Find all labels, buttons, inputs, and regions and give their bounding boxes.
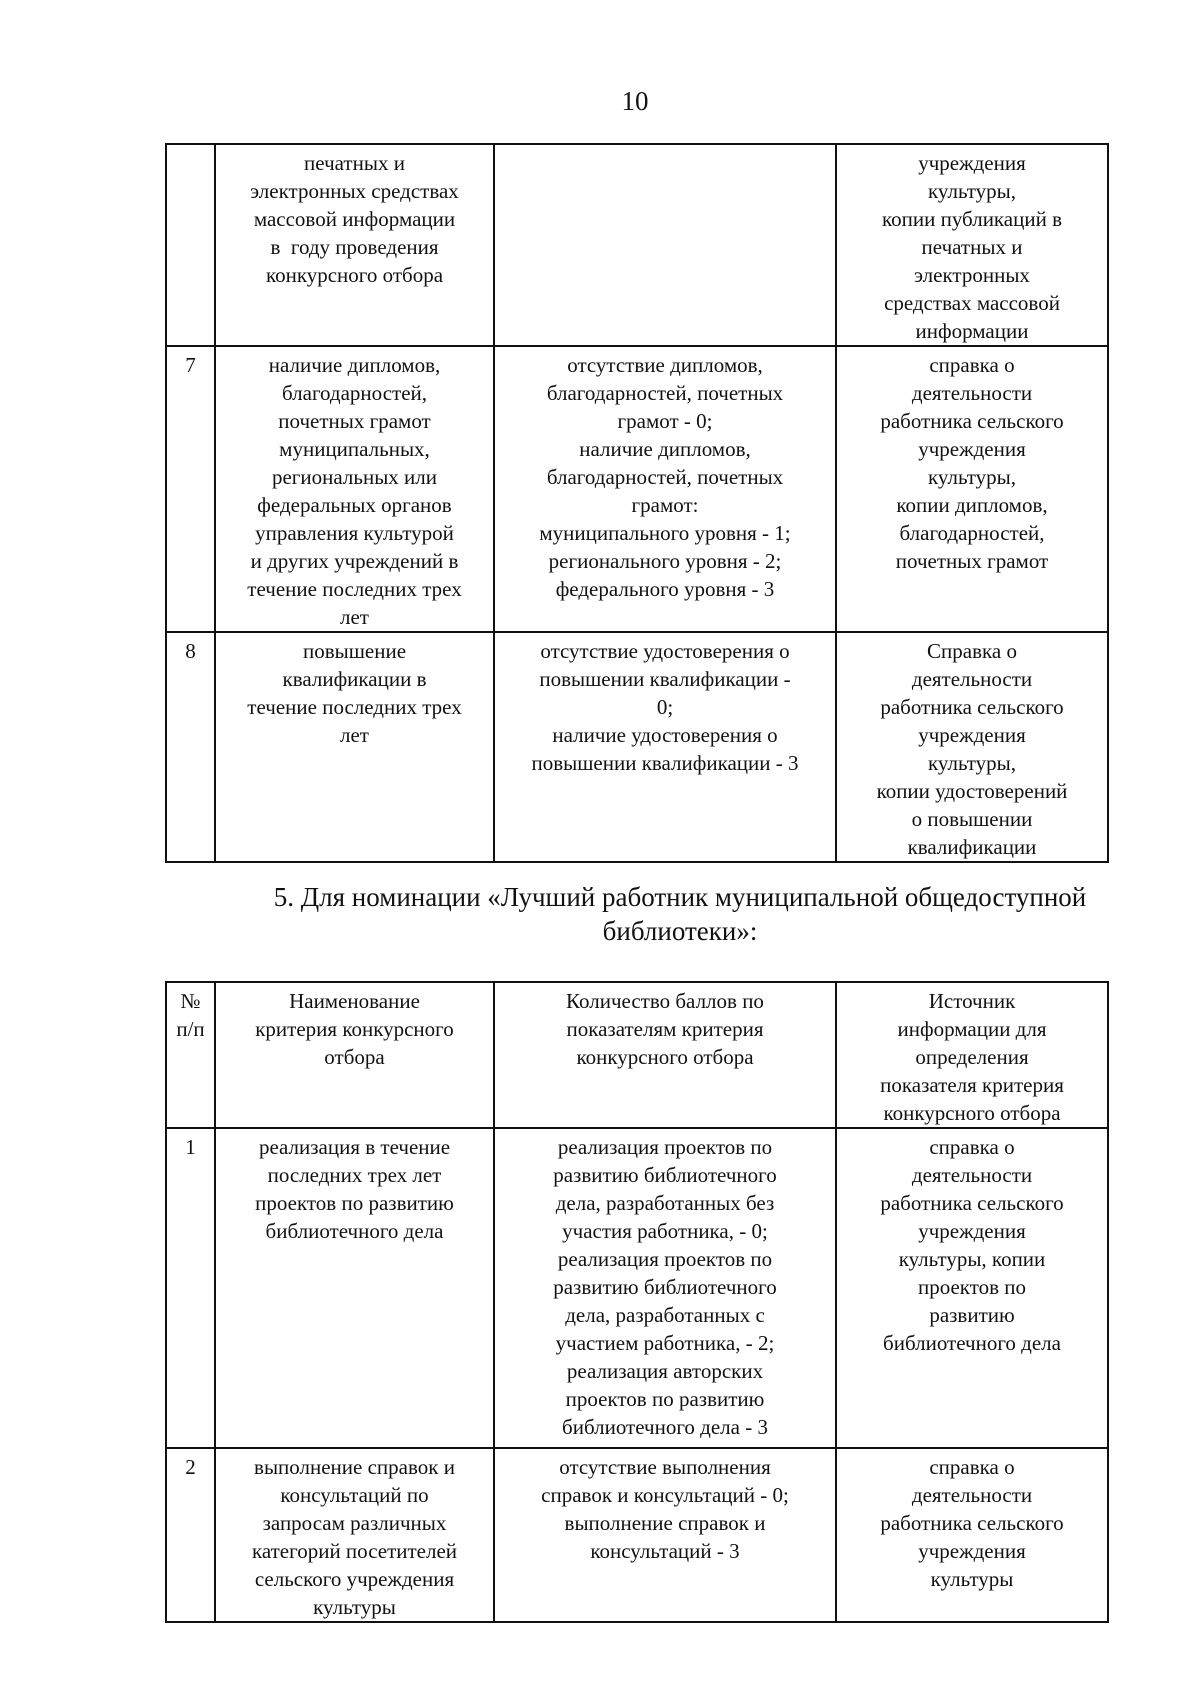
points-line: грамот: bbox=[631, 493, 699, 517]
source-line: работника сельского bbox=[880, 1511, 1064, 1535]
table-row bbox=[166, 1128, 1108, 1448]
header-source bbox=[836, 982, 1108, 1128]
source-line: информации bbox=[915, 319, 1029, 343]
criterion-line: повышение bbox=[302, 639, 407, 663]
source-line: работника сельского bbox=[880, 1191, 1064, 1215]
criterion-line: массовой информации bbox=[253, 207, 456, 231]
header-line: № bbox=[180, 989, 201, 1013]
criterion-line: последних трех лет bbox=[267, 1163, 442, 1187]
source-line: средствах массовой bbox=[884, 291, 1060, 315]
section-heading-line: библиотеки»: bbox=[602, 916, 758, 946]
criterion-line: и других учреждений в bbox=[250, 549, 459, 573]
criterion-line: реализация в течение bbox=[258, 1135, 451, 1159]
points-line: 0; bbox=[656, 695, 674, 719]
criterion-line: печатных и bbox=[304, 151, 405, 175]
points-line: консультаций - 3 bbox=[590, 1539, 740, 1563]
source-line: культуры, bbox=[928, 465, 1016, 489]
criterion-cell bbox=[215, 1128, 494, 1448]
points-line: грамот - 0; bbox=[617, 409, 713, 433]
points-cell bbox=[494, 144, 836, 346]
criterion-line: благодарностей, bbox=[281, 381, 428, 405]
source-cell bbox=[836, 1448, 1108, 1622]
header-line: показателям критерия bbox=[566, 1017, 764, 1041]
points-cell bbox=[494, 1128, 836, 1448]
criterion-cell bbox=[215, 632, 494, 862]
points-line: справок и консультаций - 0; bbox=[541, 1483, 789, 1507]
criterion-cell bbox=[215, 346, 494, 632]
points-line: реализация проектов по bbox=[557, 1135, 773, 1159]
criterion-line: течение последних трех bbox=[247, 577, 462, 601]
section-heading bbox=[220, 880, 1140, 948]
source-cell bbox=[836, 1128, 1108, 1448]
row-number-cell: 2 bbox=[166, 1448, 215, 1622]
source-line: о повышении bbox=[911, 807, 1033, 831]
header-line: конкурсного отбора bbox=[883, 1101, 1061, 1125]
source-line: копии удостоверений bbox=[876, 779, 1068, 803]
source-cell bbox=[836, 346, 1108, 632]
points-line: наличие удостоверения о bbox=[552, 723, 778, 747]
table-header-row bbox=[166, 982, 1108, 1128]
points-line: благодарностей, почетных bbox=[546, 381, 784, 405]
points-line: отсутствие дипломов, bbox=[567, 353, 763, 377]
row-number-cell: 1 bbox=[166, 1128, 215, 1448]
criterion-line: категорий посетителей bbox=[251, 1539, 458, 1563]
source-line: культуры, bbox=[928, 179, 1016, 203]
row-number-cell bbox=[166, 144, 215, 346]
source-line: работника сельского bbox=[880, 695, 1064, 719]
source-line: печатных и bbox=[921, 235, 1023, 259]
criterion-line: федеральных органов bbox=[257, 493, 452, 517]
criterion-line: лет bbox=[340, 723, 369, 747]
criterion-line: конкурсного отбора bbox=[265, 263, 444, 287]
criterion-line: лет bbox=[340, 605, 369, 629]
criterion-line: запросам различных bbox=[262, 1511, 447, 1535]
header-points bbox=[494, 982, 836, 1128]
points-line: реализация авторских bbox=[566, 1359, 764, 1383]
source-line: учреждения bbox=[918, 723, 1026, 747]
source-line: развитию bbox=[929, 1303, 1015, 1327]
points-line: отсутствие выполнения bbox=[559, 1455, 771, 1479]
points-line: благодарностей, почетных bbox=[546, 465, 784, 489]
source-line: культуры bbox=[930, 1567, 1014, 1591]
points-line: дела, разработанных без bbox=[555, 1191, 775, 1215]
criterion-line: в году проведения bbox=[270, 235, 439, 259]
source-line: культуры, копии bbox=[898, 1247, 1046, 1271]
criterion-cell bbox=[215, 1448, 494, 1622]
points-cell bbox=[494, 346, 836, 632]
criterion-line: управления культурой bbox=[255, 521, 454, 545]
points-line: развитию библиотечного bbox=[553, 1275, 777, 1299]
criterion-line: проектов по развитию bbox=[255, 1191, 454, 1215]
criterion-line: квалификации в bbox=[282, 667, 427, 691]
source-line: учреждения bbox=[918, 1219, 1026, 1243]
points-line: федерального уровня - 3 bbox=[555, 577, 775, 601]
source-line: деятельности bbox=[911, 1483, 1033, 1507]
header-number bbox=[166, 982, 215, 1128]
header-line: Количество баллов по bbox=[566, 989, 764, 1013]
criteria-table-library bbox=[165, 981, 1109, 1623]
points-line: муниципального уровня - 1; bbox=[539, 521, 791, 545]
table-row bbox=[166, 346, 1108, 632]
source-line: деятельности bbox=[911, 667, 1033, 691]
points-line: повышении квалификации - bbox=[539, 667, 791, 691]
points-line: дела, разработанных с bbox=[565, 1303, 765, 1327]
criterion-line: библиотечного дела bbox=[265, 1219, 444, 1243]
header-line: информации для bbox=[897, 1017, 1047, 1041]
criterion-line: региональных или bbox=[271, 465, 438, 489]
points-line: наличие дипломов, bbox=[579, 437, 751, 461]
source-line: квалификации bbox=[907, 835, 1037, 859]
criterion-line: консультаций по bbox=[280, 1483, 429, 1507]
criteria-table-continuation bbox=[165, 143, 1109, 863]
source-line: деятельности bbox=[911, 1163, 1033, 1187]
source-line: работника сельского bbox=[880, 409, 1064, 433]
criterion-line: электронных средствах bbox=[250, 179, 459, 203]
header-line: конкурсного отбора bbox=[576, 1045, 754, 1069]
source-line: учреждения bbox=[918, 437, 1026, 461]
source-line: справка о bbox=[929, 1455, 1015, 1479]
source-line: библиотечного дела bbox=[883, 1331, 1061, 1355]
source-line: проектов по bbox=[917, 1275, 1027, 1299]
points-cell bbox=[494, 1448, 836, 1622]
points-line: отсутствие удостоверения о bbox=[540, 639, 790, 663]
header-line: Наименование bbox=[289, 989, 420, 1013]
points-line: регионального уровня - 2; bbox=[548, 549, 782, 573]
criterion-line: течение последних трех bbox=[247, 695, 462, 719]
points-line: проектов по развитию bbox=[565, 1387, 765, 1411]
source-line: учреждения bbox=[918, 151, 1026, 175]
points-line: участием работника, - 2; bbox=[555, 1331, 775, 1355]
table-row bbox=[166, 1448, 1108, 1622]
source-line: деятельности bbox=[911, 381, 1033, 405]
points-line: повышении квалификации - 3 bbox=[531, 751, 799, 775]
source-line: справка о bbox=[929, 353, 1015, 377]
criterion-line: наличие дипломов, bbox=[268, 353, 441, 377]
source-cell bbox=[836, 144, 1108, 346]
criterion-line: культуры bbox=[313, 1595, 396, 1619]
points-line: развитию библиотечного bbox=[553, 1163, 777, 1187]
criterion-cell bbox=[215, 144, 494, 346]
table-row bbox=[166, 144, 1108, 346]
row-number-cell: 7 bbox=[166, 346, 215, 632]
source-line: электронных bbox=[914, 263, 1030, 287]
source-line: Справка о bbox=[927, 639, 1017, 663]
source-line: благодарностей, bbox=[899, 521, 1045, 545]
points-line: выполнение справок и bbox=[564, 1511, 766, 1535]
source-line: учреждения bbox=[918, 1539, 1026, 1563]
header-criterion bbox=[215, 982, 494, 1128]
row-number-cell: 8 bbox=[166, 632, 215, 862]
source-line: копии дипломов, bbox=[896, 493, 1048, 517]
header-line: определения bbox=[915, 1045, 1029, 1069]
points-line: реализация проектов по bbox=[557, 1247, 773, 1271]
points-line: участия работника, - 0; bbox=[562, 1219, 768, 1243]
criterion-line: муниципальных, bbox=[279, 437, 430, 461]
header-line: показателя критерия bbox=[880, 1073, 1064, 1097]
header-line: отбора bbox=[324, 1045, 385, 1069]
points-cell bbox=[494, 632, 836, 862]
header-line: критерия конкурсного bbox=[255, 1017, 454, 1041]
section-heading-line: 5. Для номинации «Лучший работник муниципальной общедоступной bbox=[273, 882, 1087, 912]
criterion-line: сельского учреждения bbox=[254, 1567, 455, 1591]
table-row bbox=[166, 632, 1108, 862]
source-cell bbox=[836, 632, 1108, 862]
header-line: Источник bbox=[928, 989, 1016, 1013]
source-line: копии публикаций в bbox=[881, 207, 1063, 231]
points-line: библиотечного дела - 3 bbox=[562, 1415, 768, 1439]
page-number: 10 bbox=[621, 86, 649, 116]
source-line: культуры, bbox=[928, 751, 1016, 775]
criterion-line: почетных грамот bbox=[278, 409, 431, 433]
header-line: п/п bbox=[176, 1017, 205, 1041]
source-line: почетных грамот bbox=[895, 549, 1049, 573]
source-line: справка о bbox=[929, 1135, 1015, 1159]
criterion-line: выполнение справок и bbox=[254, 1455, 455, 1479]
